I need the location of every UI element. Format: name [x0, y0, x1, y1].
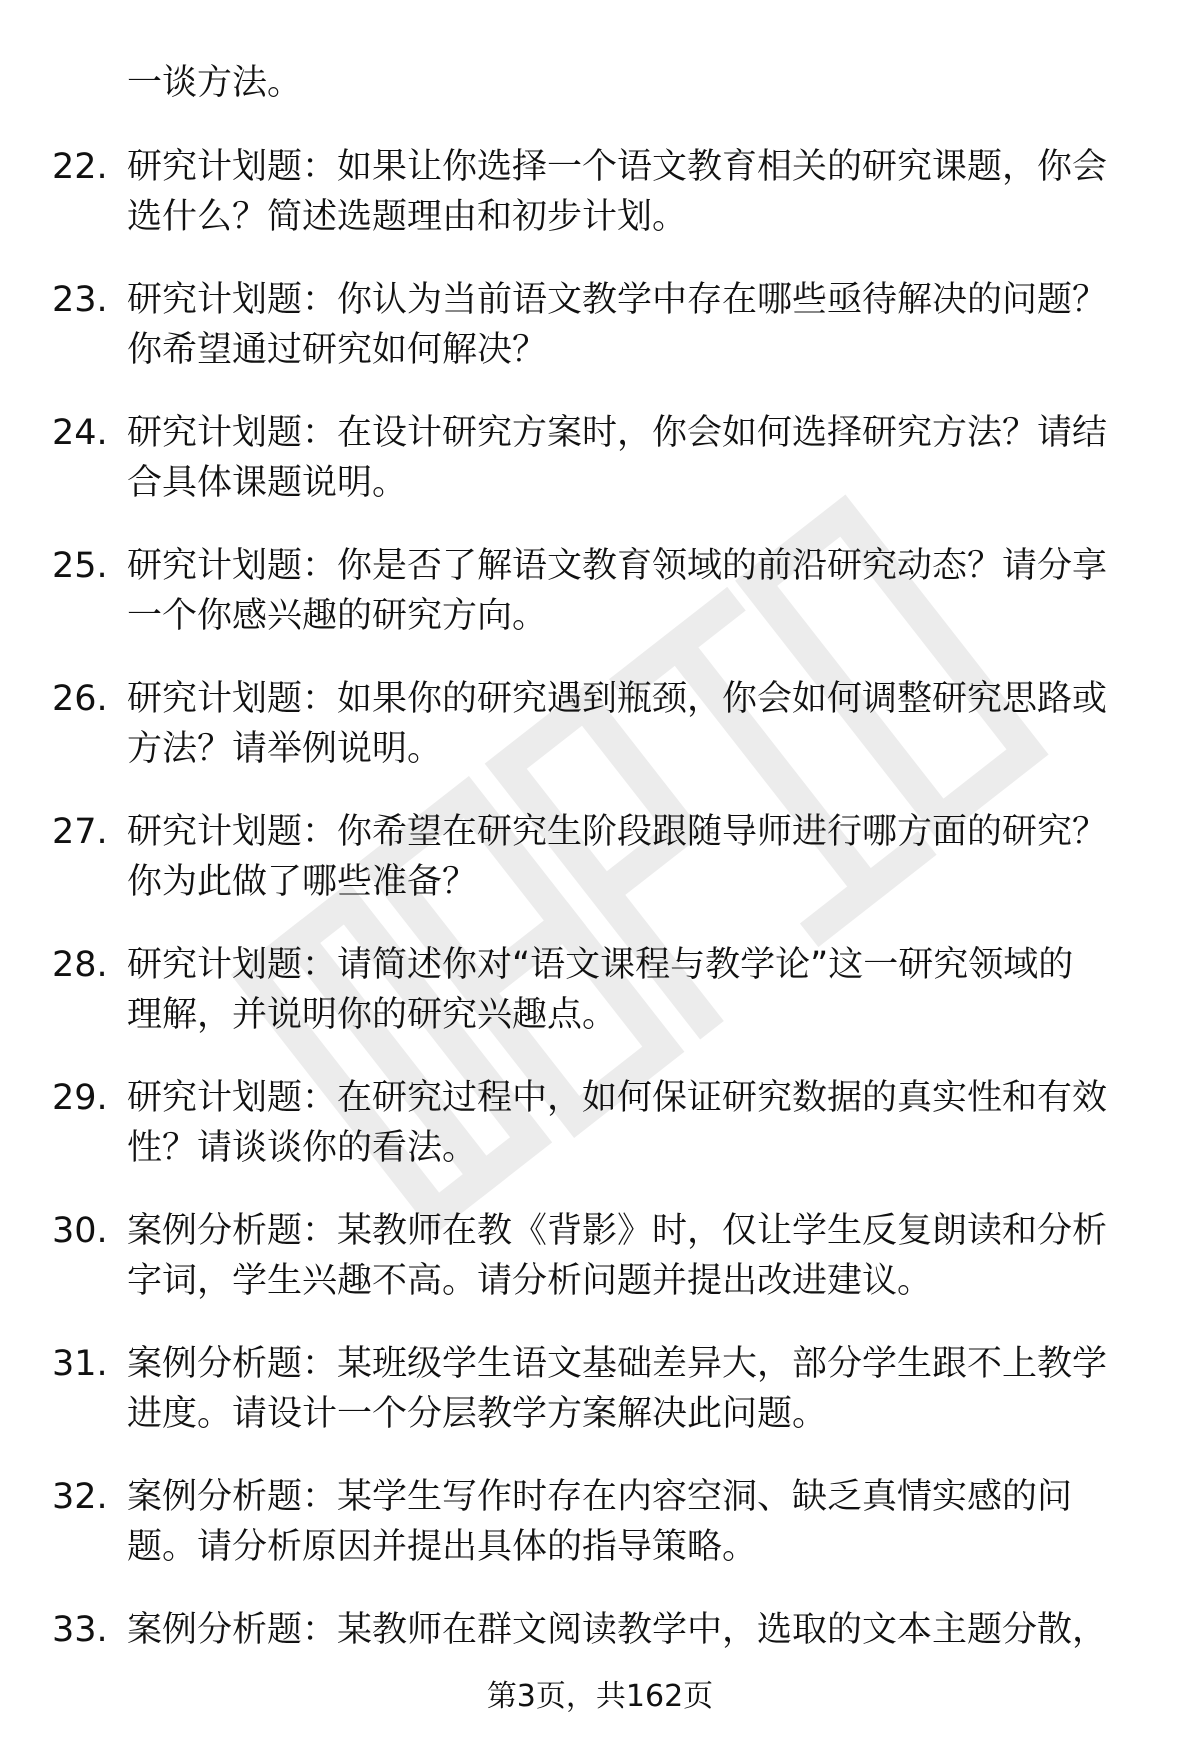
question-text-line-1: 案例分析题：某教师在群文阅读教学中，选取的文本主题分散， — [127, 1610, 1108, 1650]
question-number: 24. — [52, 413, 108, 453]
question-item-31 — [0, 1339, 1200, 1472]
question-text-line-1: 案例分析题：某班级学生语文基础差异大，部分学生跟不上教学 — [127, 1344, 1108, 1384]
question-item-29 — [0, 1073, 1200, 1206]
question-text-line-1: 研究计划题：你是否了解语文教育领域的前沿研究动态？请分享 — [127, 546, 1108, 586]
question-item-30 — [0, 1206, 1200, 1339]
question-item-28 — [0, 940, 1200, 1073]
question-item-32 — [0, 1472, 1200, 1605]
question-number: 26. — [52, 679, 108, 719]
question-number: 27. — [52, 812, 108, 852]
question-item-25 — [0, 541, 1200, 674]
question-text-line-2: 你为此做了哪些准备？ — [127, 862, 478, 902]
question-text-line-2: 方法？请举例说明。 — [127, 729, 443, 769]
question-number: 23. — [52, 280, 108, 320]
continuation-line: 一谈方法。 — [127, 63, 303, 103]
question-text-line-2: 一个你感兴趣的研究方向。 — [127, 596, 548, 636]
question-text-line-2: 合具体课题说明。 — [127, 463, 408, 503]
question-text-line-1: 研究计划题：你认为当前语文教学中存在哪些亟待解决的问题？ — [127, 280, 1108, 320]
question-text-line-1: 研究计划题：如果让你选择一个语文教育相关的研究课题，你会 — [127, 147, 1108, 187]
question-text-line-1: 研究计划题：请简述你对“语文课程与教学论”这一研究领域的 — [127, 945, 1074, 985]
question-text-line-2: 理解，并说明你的研究兴趣点。 — [127, 995, 618, 1035]
question-number: 29. — [52, 1078, 108, 1118]
question-item-27 — [0, 807, 1200, 940]
question-text-line-2: 进度。请设计一个分层教学方案解决此问题。 — [127, 1394, 828, 1434]
question-text-line-1: 研究计划题：如果你的研究遇到瓶颈，你会如何调整研究思路或 — [127, 679, 1108, 719]
question-text-line-2: 性？请谈谈你的看法。 — [127, 1128, 478, 1168]
question-item-23 — [0, 275, 1200, 408]
question-number: 31. — [52, 1344, 108, 1384]
question-text-line-1: 案例分析题：某学生写作时存在内容空洞、缺乏真情实感的问 — [127, 1477, 1073, 1517]
page-indicator: 第3页，共162页 — [486, 1679, 714, 1714]
question-text-line-1: 案例分析题：某教师在教《背影》时，仅让学生反复朗读和分析 — [127, 1211, 1108, 1251]
question-number: 22. — [52, 147, 108, 187]
question-number: 28. — [52, 945, 108, 985]
question-number: 32. — [52, 1477, 108, 1517]
question-number: 30. — [52, 1211, 108, 1251]
question-item-22 — [0, 142, 1200, 275]
question-text-line-1: 研究计划题：在研究过程中，如何保证研究数据的真实性和有效 — [127, 1078, 1108, 1118]
question-text-line-2: 选什么？简述选题理由和初步计划。 — [127, 197, 688, 237]
question-item-26 — [0, 674, 1200, 807]
question-number: 25. — [52, 546, 108, 586]
question-text-line-2: 题。请分析原因并提出具体的指导策略。 — [127, 1527, 758, 1567]
question-text-line-1: 研究计划题：你希望在研究生阶段跟随导师进行哪方面的研究？ — [127, 812, 1108, 852]
question-text-line-2: 字词，学生兴趣不高。请分析问题并提出改进建议。 — [127, 1261, 933, 1301]
question-number: 33. — [52, 1610, 108, 1650]
question-list — [0, 142, 1200, 1738]
question-text-line-1: 研究计划题：在设计研究方案时，你会如何选择研究方法？请结 — [127, 413, 1108, 453]
question-item-24 — [0, 408, 1200, 541]
question-text-line-2: 你希望通过研究如何解决？ — [127, 330, 548, 370]
